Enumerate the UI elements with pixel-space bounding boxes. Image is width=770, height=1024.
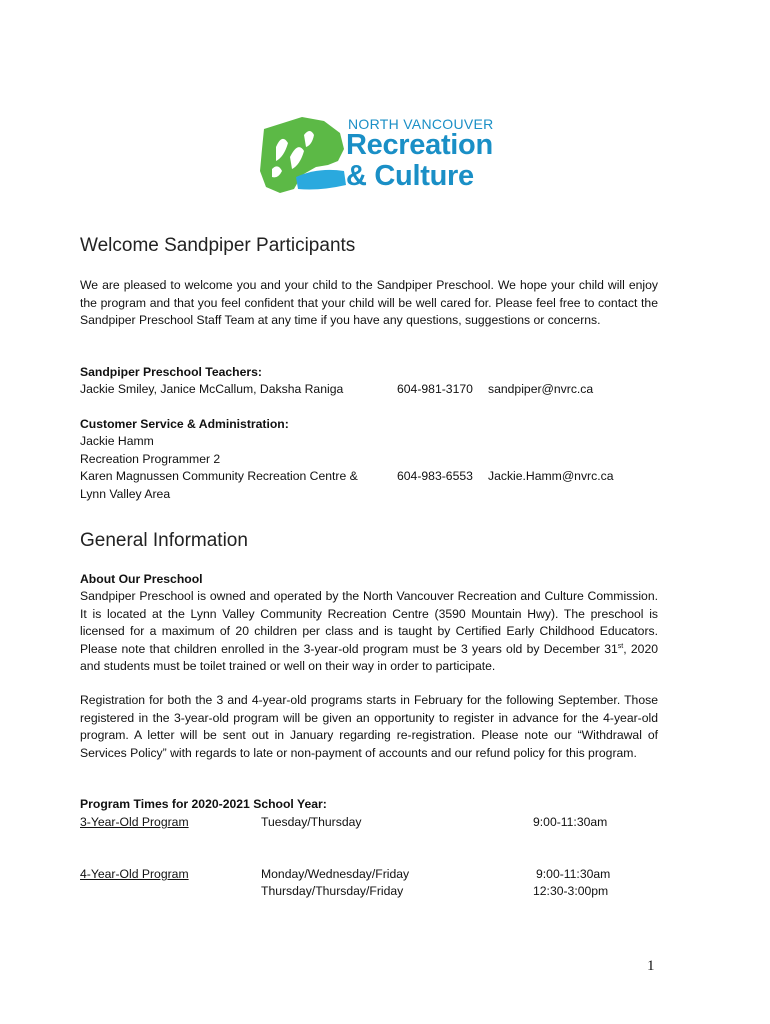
cs-label: Customer Service & Administration:: [80, 417, 289, 431]
welcome-heading: Welcome Sandpiper Participants: [80, 235, 356, 256]
page-number: 1: [647, 958, 655, 974]
cs-line: Jackie Hamm: [80, 434, 154, 448]
registration-text: Registration for both the 3 and 4-year-old programs starts in February for the following September. Those registered in the 3-year-old program will be given an opportunity to register in advance for the 4-year-old program. A letter will be sent out in January regarding re-registration. Please note our “Withdrawal of Services Policy” with regards to late or non-payment of accounts and our refund policy for this program.: [80, 693, 658, 760]
cs-email: Jackie.Hamm@nvrc.ca: [488, 469, 614, 483]
logo-line-2: Recreation: [346, 129, 493, 161]
about-label: About Our Preschool: [80, 572, 203, 586]
teachers-names: Jackie Smiley, Janice McCallum, Daksha Raniga: [80, 382, 344, 396]
program-times-label: Program Times for 2020-2021 School Year:: [80, 797, 327, 811]
welcome-intro: We are pleased to welcome you and your child to the Sandpiper Preschool. We hope your child will enjoy the program and that you feel confident that your child will be well cared for. Please feel free to contact the Sandpiper Preschool Staff Team at any time if you have any questions, suggestions or concerns.: [80, 278, 658, 328]
about-text: Sandpiper Preschool is owned and operated by the North Vancouver Recreation and Culture Commission. It is located at the Lynn Valley Community Recreation Centre (3590 Mountain Hwy). The preschool is licensed for a maximum of 20 children per class and is taught by Certified Early Childhood Educators. Please note that children enrolled in the 3-year-old program must be 3 years old by December 31st, 2020 and students must be toilet trained or well on their way in order to participate.: [80, 589, 659, 674]
general-heading: General Information: [80, 530, 248, 551]
program-name: 3-Year-Old Program: [80, 815, 189, 829]
cs-line: Karen Magnussen Community Recreation Centre &: [80, 469, 358, 483]
program-time: 12:30-3:00pm: [533, 884, 609, 898]
program-days: Monday/Wednesday/Friday: [261, 867, 410, 881]
logo-line-3: & Culture: [346, 160, 474, 192]
nvrc-logo: [258, 113, 518, 195]
cs-phone: 604-983-6553: [397, 469, 473, 483]
cs-line: Lynn Valley Area: [80, 487, 171, 501]
program-time: 9:00-11:30am: [536, 867, 611, 881]
teachers-email: sandpiper@nvrc.ca: [488, 382, 594, 396]
teachers-label: Sandpiper Preschool Teachers:: [80, 365, 262, 379]
program-days: Thursday/Thursday/Friday: [261, 884, 404, 898]
hand-logo-icon: [258, 113, 348, 195]
program-name: 4-Year-Old Program: [80, 867, 189, 881]
program-days: Tuesday/Thursday: [261, 815, 362, 829]
program-time: 9:00-11:30am: [533, 815, 608, 829]
teachers-phone: 604-981-3170: [397, 382, 473, 396]
cs-line: Recreation Programmer 2: [80, 452, 221, 466]
logo-line-1: NORTH VANCOUVER: [348, 116, 494, 132]
